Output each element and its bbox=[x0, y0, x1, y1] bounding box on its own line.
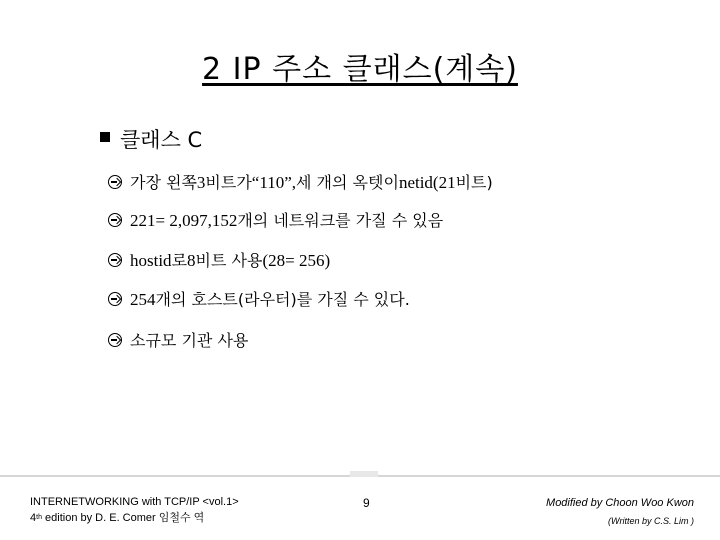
bullet-text-ko: 로 bbox=[171, 251, 188, 270]
bullet-item-3 bbox=[108, 248, 330, 271]
bullet-text-ko: 비트 사용 bbox=[195, 251, 263, 270]
bullet-text-en: “110”, bbox=[251, 173, 297, 192]
slide-title: 2 IP 주소 클래스(계속) bbox=[202, 52, 518, 87]
footer-right bbox=[546, 494, 694, 530]
arrow-circle-icon bbox=[108, 292, 122, 306]
footer-edition bbox=[30, 510, 239, 526]
arrow-circle-icon bbox=[108, 213, 122, 227]
bullet-text-en: 2 bbox=[130, 211, 139, 230]
bullet-text-ko: 개의 네트워크를 가질 수 있음 bbox=[237, 211, 444, 230]
bullet-text-en: = 256) bbox=[285, 251, 331, 270]
arrow-circle-icon bbox=[108, 253, 122, 267]
bullet-item-5 bbox=[108, 328, 248, 351]
arrow-circle-icon bbox=[108, 175, 122, 189]
bullet-text-en: 3 bbox=[196, 173, 206, 192]
footer-divider-accent bbox=[350, 471, 378, 477]
footer-left bbox=[30, 494, 239, 526]
footer-written-by: (Written by C.S. Lim ) bbox=[607, 516, 694, 526]
square-bullet-icon bbox=[100, 132, 110, 142]
exponent: 8 bbox=[276, 251, 286, 270]
edition-suffix: th bbox=[36, 514, 42, 521]
arrow-circle-icon bbox=[108, 333, 122, 347]
bullet-text-en: hostid bbox=[130, 251, 172, 270]
footer-book-title: INTERNETWORKING with TCP/IP <vol.1> bbox=[30, 496, 239, 508]
bullet-text-ko: 세 개의 옥텟이 bbox=[296, 173, 399, 192]
bullet-item-2 bbox=[108, 208, 443, 231]
bullet-text-en: 8 bbox=[187, 251, 196, 270]
bullet-text-en: = 2,097,152 bbox=[155, 211, 238, 230]
bullet-text-en: netid(21 bbox=[398, 173, 456, 192]
edition-number: 4 bbox=[30, 512, 37, 524]
bullet-item-1 bbox=[108, 170, 493, 193]
page-number: 9 bbox=[363, 496, 370, 510]
bullet-text-ko: 비트가 bbox=[205, 173, 252, 192]
bullet-text-en: 254 bbox=[130, 290, 156, 309]
bullet-item-4 bbox=[108, 287, 410, 310]
exponent: 21 bbox=[138, 211, 156, 230]
section-heading: 클래스 C bbox=[120, 128, 203, 152]
bullet-text-ko: 비트) bbox=[455, 173, 493, 192]
bullet-text-en: (2 bbox=[262, 251, 277, 270]
bullet-text-ko: 소규모 기관 사용 bbox=[130, 331, 249, 350]
footer-modified-by: Modified by Choon Woo Kwon bbox=[546, 497, 694, 509]
bullet-text-ko: 가장 왼쪽 bbox=[130, 173, 197, 192]
bullet-text-ko: 개의 호스트(라우터)를 가질 수 있다. bbox=[155, 290, 410, 309]
edition-author: edition by D. E. Comer 임철수 역 bbox=[41, 512, 205, 524]
